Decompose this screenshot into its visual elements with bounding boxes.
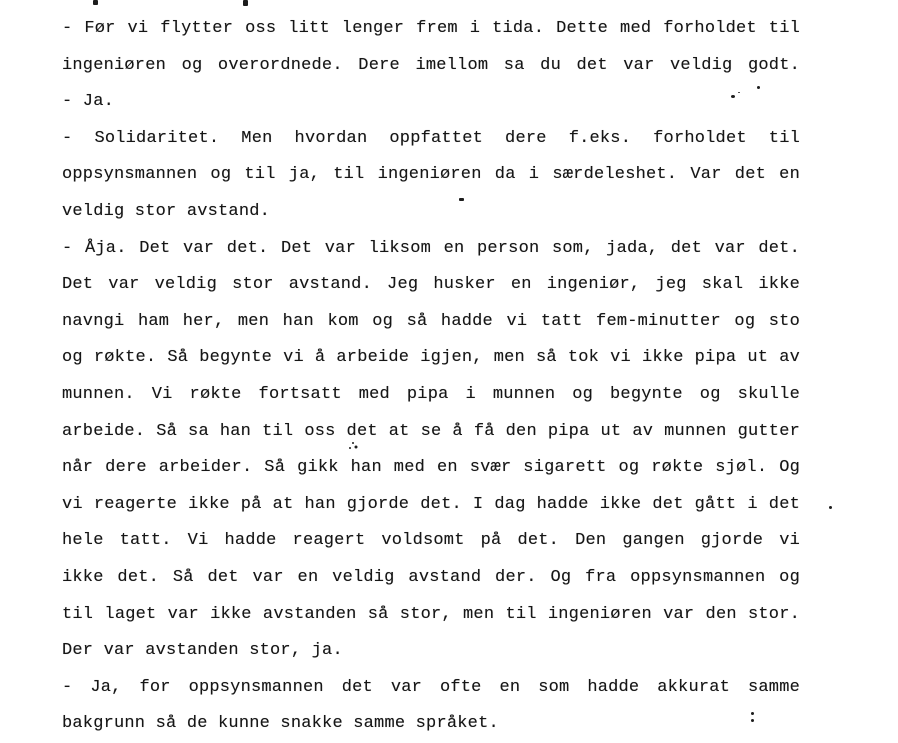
text-line-9: navngi ham her, men han kom og så hadde vi tatt fem-minutter og sto <box>62 311 800 331</box>
text-line-14: vi reagerte ikke på at han gjorde det. I dag hadde ikke det gått i det <box>62 494 800 514</box>
text-line-15: hele tatt. Vi hadde reagert voldsomt på det. Den gangen gjorde vi <box>62 531 800 551</box>
text-line-7: - Åja. Det var det. Det var liksom en person som, jada, det var det. <box>62 238 800 258</box>
text-line-12: arbeide. Så sa han til oss det at se å få den pipa ut av munnen gutter <box>62 421 800 441</box>
text-line-1: - Før vi flytter oss litt lenger frem i tida. Dette med forholdet til <box>62 19 800 38</box>
text-line-10: og røkte. Så begynte vi å arbeide igjen, men så tok vi ikke pipa ut av <box>62 348 800 368</box>
transcript-text-block <box>62 11 800 743</box>
text-line-11: munnen. Vi røkte fortsatt med pipa i munnen og begynte og skulle <box>62 384 800 404</box>
text-line-17: til laget var ikke avstanden så stor, men til ingeniøren var den stor. <box>62 604 800 624</box>
text-line-16: ikke det. Så det var en veldig avstand der. Og fra oppsynsmannen og <box>62 567 800 587</box>
text-line-20: bakgrunn så de kunne snakke samme språket. <box>62 714 499 734</box>
text-line-19: - Ja, for oppsynsmannen det var ofte en som hadde akkurat samme <box>62 677 800 697</box>
text-line-13: når dere arbeider. Så gikk han med en svær sigarett og røkte sjøl. Og <box>62 458 800 478</box>
text-line-5: oppsynsmannen og til ja, til ingeniøren da i særdeleshet. Var det en <box>62 165 800 185</box>
scan-speck <box>93 0 98 5</box>
scan-speck <box>829 506 832 509</box>
scan-speck <box>243 0 248 6</box>
text-line-18: Der var avstanden stor, ja. <box>62 641 343 661</box>
text-line-6: veldig stor avstand. <box>62 201 271 221</box>
text-line-3: - Ja. <box>62 92 115 112</box>
text-line-2: ingeniøren og overordnede. Dere imellom sa du det var veldig godt. <box>62 55 800 75</box>
text-line-4: - Solidaritet. Men hvordan oppfattet dere f.eks. forholdet til <box>62 128 800 148</box>
text-line-8: Det var veldig stor avstand. Jeg husker en ingeniør, jeg skal ikke <box>62 275 800 295</box>
